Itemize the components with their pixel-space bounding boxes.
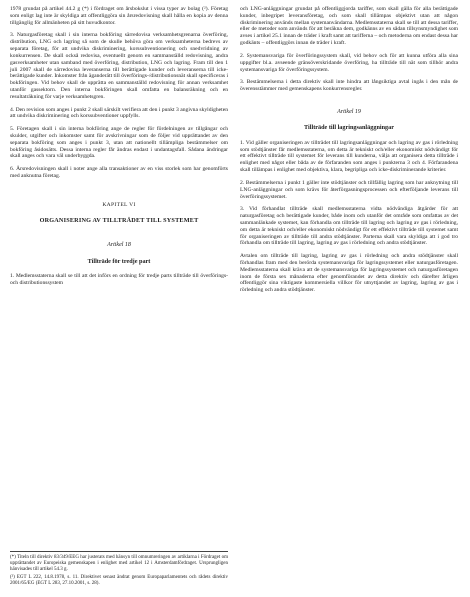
left-column <box>10 6 228 589</box>
paragraph-19-1: 1. Vid gäller organiseringen av tillträdet till lagringsanläggningar och lagring av gas i rörledning som stödtjänster får medlemsstaterna, om detta är tekniskt och/eller ekonomiskt nödvändigt för ett effektivt tillträde till systemet för leverans till kunderna, välja att organisera detta tillträde i enlighet med något eller båda av de förfaranden som anges i punkterna 3 och 4. Förfarandena skall tillämpas i enlighet med objektiva, klara, begripliga och icke-diskriminerande kriterier. <box>240 139 458 174</box>
paragraph-6-left: 6. Årsredovisningen skall i noter ange alla transaktioner av en viss storlek som har genomförts med anknutna företag. <box>10 166 228 180</box>
article-18-title: Tillträde för tredje part <box>87 257 151 265</box>
paragraph-4-left: 4. Den revision som anges i punkt 2 skall särskilt verifiera att den i punkt 3 angivna skyldigheten att undvika diskriminering och korssubventioner uppfylls. <box>10 106 228 120</box>
paragraph-19-3b: Avtalen om tillträde till lagring, lagring av gas i rörledning och andra stödtjänster skall förhandlas fram med den berörda systemansvariga för lagringssystemet eller naturgasföretagen. Medlemsstaterna skall kräva att de systemansvariga för lagringssystemet och naturgasföretagen inom de första sex månaderna efter genomförandet av detta direktiv och därefter årligen offentliggör sina viktigaste kommersiella villkor för utnyttjandet av lagring, lagring av gas i rörledning och andra stödtjänster. <box>240 253 458 294</box>
right-column <box>240 6 458 589</box>
paragraph-intro-right: och LNG-anläggningar grundat på offentliggjorda tariffer, som skall gälla för alla berättigade kunder, inbegripet leveransföretag, och som skall tillämpas objektivt utan att någon diskriminering används mellan systemanvändarna. Medlemsstaterna skall se till att dessa tariffer, eller de metoder som används för att beräkna dem, godkänns av en sådan tillsynsmyndighet som avses i artikel 25.1 innan de träder i kraft samt att tarifferna – och metoderna om endast dessa har godkänts – offentliggörs innan de träder i kraft. <box>240 6 458 47</box>
footnotes <box>10 551 228 589</box>
paragraph-18-1: 1. Medlemsstaterna skall se till att det införs en ordning för tredje parts tillträde till överförings- och distributionssystem <box>10 273 228 286</box>
article-18-label: Artikel 18 <box>107 242 131 249</box>
article-19-label: Artikel 19 <box>337 108 361 115</box>
chapter-title: ORGANISERING AV TILLTRÄDET TILL SYSTEMET <box>39 216 199 224</box>
paragraph-5-left: 5. Företagen skall i sin interna bokföring ange de regler för fördelningen av tillgångar och skulder, utgifter och inkomster samt för avskrivningar som de följer vid upprättandet av den separata bokföring som anges i punkt 3, utan att nationellt tillämpliga bestämmelser om bokföring åsidosätts. Dessa interna regler får ändras endast i undantagsfall. Sådana ändringar skall anges och vara väl underbyggda. <box>10 126 228 160</box>
column-spacer <box>10 293 228 551</box>
paragraph-3-left: 3. Naturgasföretag skall i sin interna bokföring särredovisa verksamhetsgrenarna överföring, distribution, LNG och lagring så som de skulle behöva göra om verksamheterna bedrevs av separata företag, för att undvika diskriminering, korssubventionering och snedvridning av konkurrensen. De skall också redovisa, eventuellt genom en sammanställd redovisning, andra gasverksamheter utan samband med överföring, distribution, LNG och lagring. Fram till den 1 juli 2007 skall de särredovisa leveranserna till berättigade kunder och leveranserna till icke-berättigade kunder. Inkomster från äganderätt till överförings-/distributionsnät skall specificeras i bokföringen. Vid behov skall de upprätta en sammanställd redovisning för annan verksamhet utanför gassektorn. Den interna bokföringen skall omfatta en balansräkning och en resultaträkning för varje verksamhetsgren. <box>10 32 228 100</box>
article-19-title: Tillträde till lagringsanläggningar <box>304 124 394 132</box>
footnote-2: (²) EGT L 222, 14.8.1978, s. 11. Direktivet senast ändrat genom Europaparlamentets och rådets direktiv 2001/65/EG (EGT L 283, 27.10.2001, s. 28). <box>10 575 228 586</box>
paragraph-2-right: 2. Systemansvariga för överföringssystem skall, vid behov och för att kunna utföra alla sina uppgifter bl.a. avseende gränsöverskridande överföring, ha tillträde till nät som tillhör andra systemansvariga för överföringssystem. <box>240 52 458 73</box>
chapter-label: KAPITEL VI <box>102 201 136 208</box>
paragraph-intro-left: 1978 grundat på artikel 44.2 g (*) i fördraget om årsbokslut i vissa typer av bolag (²). Företag som enligt lag inte är skyldiga att offentliggöra sin årsredovisning skall hålla en kopia av denna tillgänglig för allmänheten på sitt huvudkontor. <box>10 6 228 26</box>
paragraph-3-right: 3. Bestämmelserna i detta direktiv skall inte hindra att långsiktiga avtal ingås i den mån de överensstämmer med gemenskapens konkurrensregler. <box>240 79 458 93</box>
paragraph-19-3: 3. Vid förhandlat tillträde skall medlemsstaterna vidta nödvändiga åtgärder för att naturgasföretag och berättigade kunder, både inom och utanför det område som omfattas av det sammanlänkade systemet, kan förhandla om tillträde till lagring och lagring av gas i rörledning, om detta är tekniskt och/eller ekonomiskt nödvändigt för ett effektivt tillträde till systemet samt för organiseringen av tillträde till andra stödtjänster. Parterna skall vara skyldiga att i god tro förhandla om tillträde till lagring, lagring av gas i rörledning och andra stödtjänster. <box>240 206 458 247</box>
footnote-1: (*) Titeln till direktiv 83/349/EEG har justerats med hänsyn till omnumreringen av artiklarna i Fördraget om upprättandet av Europeiska gemenskapen i enlighet med artikel 12 i Amsterdamfördraget. Ursprungligen hänvisades till artikel 54.3 g. <box>10 555 228 572</box>
paragraph-19-2: 2. Bestämmelserna i punkt 1 gäller inte stödtjänster och tillfällig lagring som har anknytning till LNG-anläggningar och som krävs för återförgasningsprocessen och efterföljande leverans till överföringssystemet. <box>240 179 458 200</box>
two-column-layout <box>10 6 460 589</box>
